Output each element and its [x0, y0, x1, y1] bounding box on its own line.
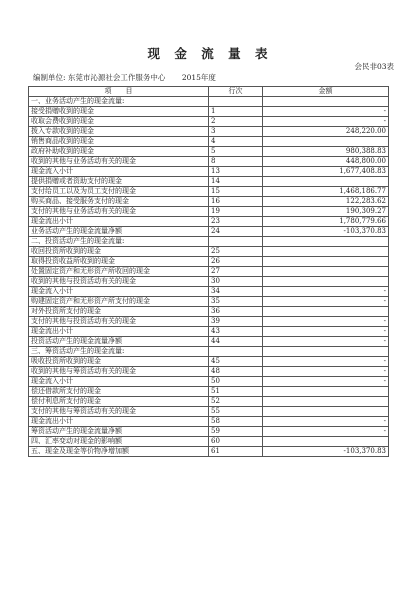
- table-row: [29, 297, 389, 307]
- row-line-number: 13: [209, 167, 263, 177]
- row-item-label: 取得投资收益所收到的现金: [29, 257, 209, 267]
- row-line-number: 51: [209, 387, 263, 397]
- row-line-number: 3: [209, 127, 263, 137]
- row-item-label: 业务活动产生的现金流量净额: [29, 227, 209, 237]
- row-line-number: 23: [209, 217, 263, 227]
- row-item-label: 二、投资活动产生的现金流量:: [29, 237, 209, 247]
- row-line-number: 30: [209, 277, 263, 287]
- row-item-label: 现金流出小计: [29, 327, 209, 337]
- table-row: [29, 447, 389, 457]
- row-line-number: 26: [209, 257, 263, 267]
- row-line-number: 39: [209, 317, 263, 327]
- table-row: [29, 277, 389, 287]
- row-item-label: 现金流入小计: [29, 167, 209, 177]
- row-amount: 190,309.27: [263, 207, 389, 217]
- row-item-label: 支付的其他与业务活动有关的现金: [29, 207, 209, 217]
- row-item-label: 现金流入小计: [29, 287, 209, 297]
- reporting-unit: 编制单位: 东莞市沁源社会工作服务中心: [33, 73, 166, 82]
- row-line-number: 59: [209, 427, 263, 437]
- row-amount: -103,370.83: [263, 227, 389, 237]
- row-item-label: 五、现金及现金等价物净增加额: [29, 447, 209, 457]
- row-amount: [263, 257, 389, 267]
- row-amount: 448,800.00: [263, 157, 389, 167]
- table-row: [29, 347, 389, 357]
- table-row: [29, 397, 389, 407]
- row-amount: [263, 387, 389, 397]
- row-item-label: 收到的其他与投资活动有关的现金: [29, 277, 209, 287]
- row-amount: -: [263, 327, 389, 337]
- row-line-number: 25: [209, 247, 263, 257]
- table-row: [29, 147, 389, 157]
- row-amount: -: [263, 317, 389, 327]
- row-amount: [263, 277, 389, 287]
- row-line-number: [209, 347, 263, 357]
- row-amount: -: [263, 377, 389, 387]
- table-row: [29, 177, 389, 187]
- row-line-number: 4: [209, 137, 263, 147]
- row-line-number: 14: [209, 177, 263, 187]
- row-amount: -: [263, 287, 389, 297]
- row-amount: -: [263, 117, 389, 127]
- table-row: [29, 257, 389, 267]
- table-row: [29, 407, 389, 417]
- row-item-label: 现金流入小计: [29, 377, 209, 387]
- table-row: [29, 267, 389, 277]
- row-amount: [263, 137, 389, 147]
- table-row: [29, 157, 389, 167]
- table-row: [29, 227, 389, 237]
- row-item-label: 筹资活动产生的现金流量净额: [29, 427, 209, 437]
- row-line-number: 61: [209, 447, 263, 457]
- row-item-label: 政府补助收到的现金: [29, 147, 209, 157]
- row-line-number: 27: [209, 267, 263, 277]
- row-line-number: 1: [209, 107, 263, 117]
- table-row: [29, 197, 389, 207]
- row-amount: 1,677,408.83: [263, 167, 389, 177]
- row-amount: [263, 307, 389, 317]
- row-line-number: 43: [209, 327, 263, 337]
- row-line-number: 44: [209, 337, 263, 347]
- table-row: [29, 417, 389, 427]
- row-item-label: 拨入专款收到的现金: [29, 127, 209, 137]
- row-item-label: 现金流出小计: [29, 217, 209, 227]
- column-header-item: 项 目: [29, 87, 209, 97]
- row-amount: [263, 437, 389, 447]
- row-amount: -: [263, 417, 389, 427]
- row-item-label: 偿还借款所支付的现金: [29, 387, 209, 397]
- column-header-line-no: 行次: [209, 87, 263, 97]
- row-item-label: 一、业务活动产生的现金流量:: [29, 97, 209, 107]
- row-amount: [263, 97, 389, 107]
- row-line-number: 5: [209, 147, 263, 157]
- row-item-label: 现金流出小计: [29, 417, 209, 427]
- row-item-label: 投资活动产生的现金流量净额: [29, 337, 209, 347]
- row-line-number: 58: [209, 417, 263, 427]
- table-row: [29, 97, 389, 107]
- row-amount: [263, 397, 389, 407]
- table-row: [29, 287, 389, 297]
- reporting-period: 2015年度: [181, 73, 216, 82]
- table-row: [29, 337, 389, 347]
- row-item-label: 处置固定资产和无形资产所收回的现金: [29, 267, 209, 277]
- row-item-label: 收到的其他与筹资活动有关的现金: [29, 367, 209, 377]
- row-amount: [263, 177, 389, 187]
- row-amount: 1,468,186.77: [263, 187, 389, 197]
- row-item-label: 接受捐赠收到的现金: [29, 107, 209, 117]
- row-item-label: 吸收投资所收到的现金: [29, 357, 209, 367]
- row-line-number: 36: [209, 307, 263, 317]
- row-amount: -: [263, 357, 389, 367]
- table-row: [29, 367, 389, 377]
- row-amount: 980,388.83: [263, 147, 389, 157]
- row-amount: -: [263, 367, 389, 377]
- table-row: [29, 137, 389, 147]
- row-line-number: 16: [209, 197, 263, 207]
- table-row: [29, 207, 389, 217]
- column-header-amount: 金额: [263, 87, 389, 97]
- row-item-label: 购建固定资产和无形资产所支付的现金: [29, 297, 209, 307]
- row-line-number: 15: [209, 187, 263, 197]
- table-header-row: [29, 87, 389, 97]
- statement-title: 现 金 流 量 表: [147, 46, 273, 61]
- table-row: [29, 387, 389, 397]
- row-line-number: 45: [209, 357, 263, 367]
- table-row: [29, 357, 389, 367]
- row-line-number: 35: [209, 297, 263, 307]
- row-amount: 248,220.00: [263, 127, 389, 137]
- table-row: [29, 107, 389, 117]
- table-row: [29, 377, 389, 387]
- row-amount: -: [263, 337, 389, 347]
- row-amount: 122,283.62: [263, 197, 389, 207]
- table-row: [29, 327, 389, 337]
- row-amount: [263, 347, 389, 357]
- row-line-number: 2: [209, 117, 263, 127]
- row-line-number: 8: [209, 157, 263, 167]
- row-amount: [263, 407, 389, 417]
- table-row: [29, 247, 389, 257]
- row-line-number: 48: [209, 367, 263, 377]
- row-item-label: 收回投资所收到的现金: [29, 247, 209, 257]
- unit-line: [33, 72, 216, 83]
- row-line-number: 24: [209, 227, 263, 237]
- row-item-label: 支付的其他与筹资活动有关的现金: [29, 407, 209, 417]
- row-item-label: 收取会费收到的现金: [29, 117, 209, 127]
- row-amount: [263, 267, 389, 277]
- row-item-label: 偿付利息所支付的现金: [29, 397, 209, 407]
- row-line-number: [209, 237, 263, 247]
- row-amount: [263, 247, 389, 257]
- table-row: [29, 237, 389, 247]
- row-item-label: 销售商品收到的现金: [29, 137, 209, 147]
- row-line-number: 60: [209, 437, 263, 447]
- row-line-number: [209, 97, 263, 107]
- row-item-label: 三、筹资活动产生的现金流量:: [29, 347, 209, 357]
- table-row: [29, 307, 389, 317]
- row-amount: -: [263, 297, 389, 307]
- table-row: [29, 127, 389, 137]
- cash-flow-table: [28, 86, 389, 457]
- table-row: [29, 187, 389, 197]
- row-item-label: 对外投资所支付的现金: [29, 307, 209, 317]
- row-line-number: 19: [209, 207, 263, 217]
- table-row: [29, 167, 389, 177]
- row-line-number: 50: [209, 377, 263, 387]
- row-amount: -: [263, 427, 389, 437]
- row-item-label: 收到的其他与业务活动有关的现金: [29, 157, 209, 167]
- table-row: [29, 217, 389, 227]
- row-amount: -103,370.83: [263, 447, 389, 457]
- row-item-label: 四、汇率变动对现金的影响额: [29, 437, 209, 447]
- row-amount: [263, 237, 389, 247]
- table-row: [29, 317, 389, 327]
- row-amount: 1,780,779.66: [263, 217, 389, 227]
- row-item-label: 支付的其他与投资活动有关的现金: [29, 317, 209, 327]
- table-row: [29, 437, 389, 447]
- row-amount: -: [263, 107, 389, 117]
- table-row: [29, 427, 389, 437]
- row-item-label: 购买商品、接受服务支付的现金: [29, 197, 209, 207]
- form-code: 会民非03表: [354, 62, 394, 71]
- row-line-number: 55: [209, 407, 263, 417]
- row-item-label: 提供捐赠或者资助支付的现金: [29, 177, 209, 187]
- row-item-label: 支付给员工以及为员工支付的现金: [29, 187, 209, 197]
- row-line-number: 34: [209, 287, 263, 297]
- row-line-number: 52: [209, 397, 263, 407]
- table-row: [29, 117, 389, 127]
